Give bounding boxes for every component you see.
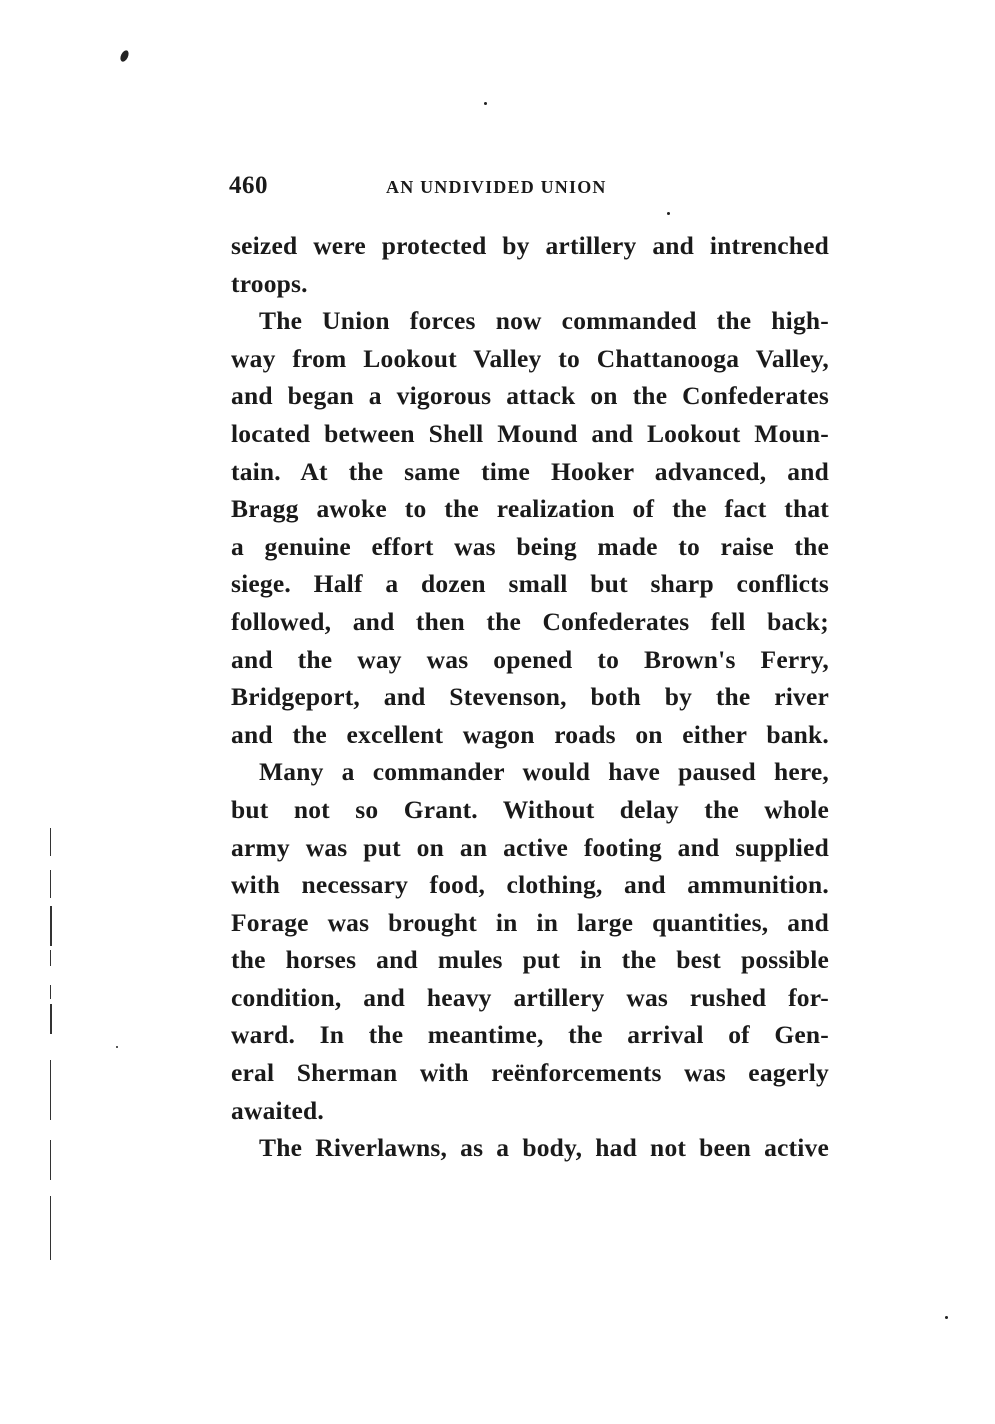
- scan-speck: [116, 1046, 118, 1048]
- text-line: awaited.: [231, 1095, 324, 1125]
- text-line: a genuine effort was being made to raise the: [231, 531, 829, 561]
- margin-mark: [50, 870, 51, 898]
- text-line: The Union forces now commanded the high-: [259, 306, 829, 336]
- text-line: and the way was opened to Brown's Ferry,: [231, 644, 829, 674]
- text-line: and the excellent wagon roads on either bank.: [231, 719, 829, 749]
- text-line: army was put on an active footing and supplied: [231, 832, 829, 862]
- text-line: followed, and then the Confederates fell back;: [231, 606, 829, 636]
- margin-mark: [50, 1196, 51, 1260]
- text-line: The Riverlawns, as a body, had not been active: [259, 1133, 829, 1163]
- scan-speck: [945, 1316, 948, 1319]
- running-head: [229, 172, 669, 206]
- text-line: siege. Half a dozen small but sharp conflicts: [231, 569, 829, 599]
- text-line: tain. At the same time Hooker advanced, and: [231, 456, 829, 486]
- body-text: [231, 227, 829, 1167]
- margin-mark: [50, 906, 52, 946]
- text-line: way from Lookout Valley to Chattanooga Valley,: [231, 343, 829, 373]
- scan-speck: [484, 102, 487, 105]
- text-line: ward. In the meantime, the arrival of Gen-: [231, 1020, 829, 1050]
- text-line: troops.: [231, 268, 308, 298]
- margin-mark: [50, 950, 51, 966]
- text-line: and began a vigorous attack on the Confederates: [231, 381, 829, 411]
- text-line: eral Sherman with reënforcements was eagerly: [231, 1058, 829, 1088]
- text-line: located between Shell Mound and Lookout Moun-: [231, 418, 829, 448]
- scan-speck: [667, 212, 670, 215]
- margin-mark: [50, 1060, 51, 1120]
- margin-mark: [50, 1004, 52, 1034]
- margin-mark: [50, 1140, 51, 1180]
- text-line: seized were protected by artillery and intrenched: [231, 231, 829, 260]
- running-title: AN UNDIVIDED UNION: [386, 177, 607, 197]
- text-line: Many a commander would have paused here,: [259, 757, 829, 787]
- text-line: Bridgeport, and Stevenson, both by the river: [231, 682, 829, 712]
- text-line: the horses and mules put in the best possible: [231, 945, 829, 975]
- text-line: condition, and heavy artillery was rushed for-: [231, 982, 829, 1012]
- text-line: Bragg awoke to the realization of the fact that: [231, 494, 829, 524]
- ink-mark: [119, 49, 130, 63]
- text-line: with necessary food, clothing, and ammunition.: [231, 870, 829, 900]
- margin-mark: [50, 985, 51, 999]
- margin-mark: [50, 828, 51, 856]
- page-number: 460: [229, 172, 268, 199]
- text-line: but not so Grant. Without delay the whole: [231, 794, 829, 824]
- text-line: Forage was brought in in large quantities, and: [231, 907, 829, 937]
